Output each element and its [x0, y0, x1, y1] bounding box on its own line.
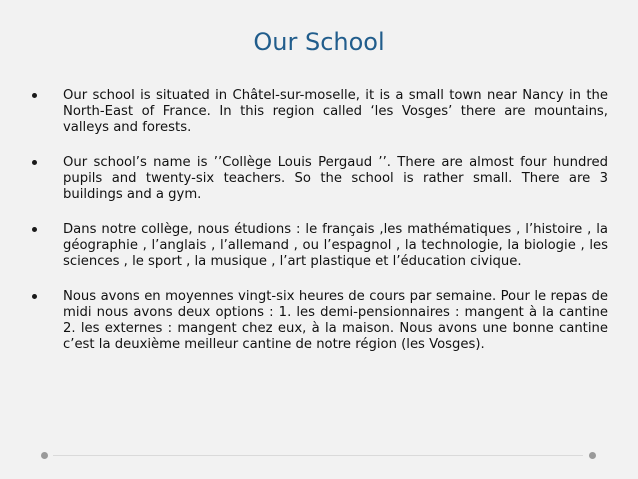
bullet-icon — [32, 294, 37, 299]
bullet-icon — [32, 160, 37, 165]
bullet-item — [30, 88, 608, 136]
footer-divider — [53, 455, 583, 456]
bullet-icon — [32, 93, 37, 98]
bullet-text: Nous avons en moyennes vingt-six heures de cours par semaine. Pour le repas de midi nous avons deux options : 1. les demi-pensionnaires : mangent à la cantine 2. les externes : mangent chez eux, à la maison. Nous avons une bonne cantine c’est la deuxième meilleur cantine de notre région (les Vosges). — [63, 289, 608, 352]
bullet-item — [30, 222, 608, 270]
bullet-text: Dans notre collège, nous étudions : le français ,les mathématiques , l’histoire , la géographie , l’anglais , l’allemand , ou l’espagnol , la technologie, la biologie , les sciences , le sport , la musique , l’art plastique et l’éducation civique. — [63, 222, 608, 269]
bullet-item — [30, 289, 608, 353]
slide-title: Our School — [253, 28, 385, 56]
bullet-list — [30, 88, 608, 353]
footer-right-dot-icon — [589, 452, 596, 459]
footer-left-dot-icon — [41, 452, 48, 459]
bullet-text: Our school is situated in Châtel-sur-moselle, it is a small town near Nancy in the North-East of France. In this region called ‘les Vosges’ there are mountains, valleys and forests. — [63, 88, 608, 135]
bullet-item — [30, 155, 608, 203]
bullet-text: Our school’s name is ’’Collège Louis Pergaud ’’. There are almost four hundred pupils and twenty-six teachers. So the school is rather small. There are 3 buildings and a gym. — [63, 155, 608, 202]
bullet-icon — [32, 227, 37, 232]
